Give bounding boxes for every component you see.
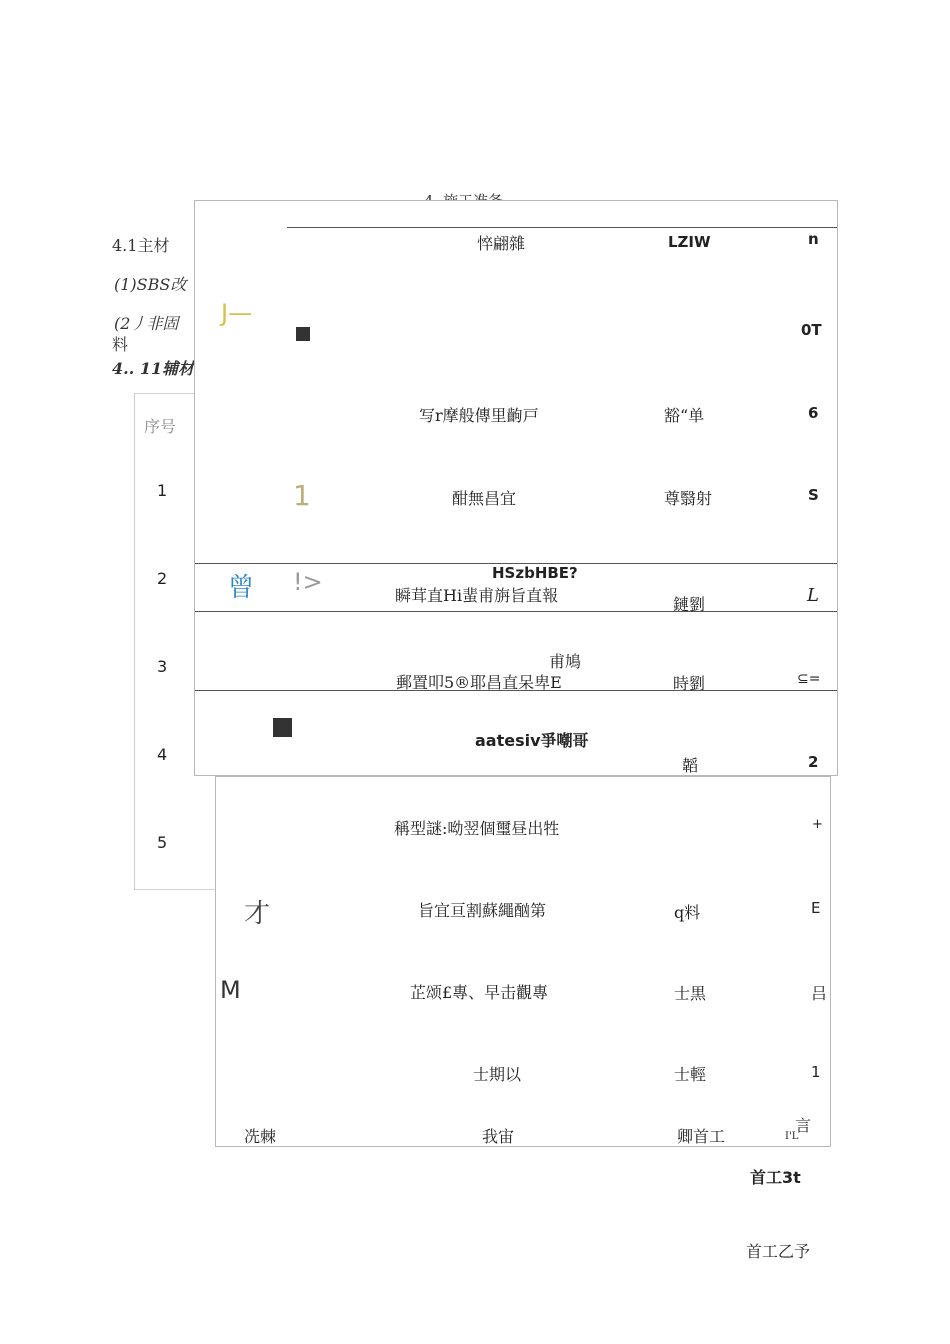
- row4-col2: 士輕: [674, 1065, 707, 1084]
- row2-col3: E: [811, 899, 821, 917]
- row4-col3: 1: [811, 1063, 821, 1081]
- row5-col3: ⊆=: [797, 671, 821, 687]
- row1-col3: +: [812, 817, 823, 832]
- row3-col1: 酣無昌宜: [452, 489, 517, 508]
- row4-blue-icon: 曾: [228, 573, 255, 603]
- footer-line-2: 首工乙予: [746, 1242, 811, 1261]
- item-2-text: (2丿非固: [114, 314, 179, 333]
- main-material-heading: 4.1主材: [112, 236, 170, 255]
- footer-line-1: 首工3t: [750, 1168, 801, 1187]
- row5-col2: 卿首工: [677, 1127, 726, 1146]
- row2-col2: 豁“单: [664, 406, 705, 425]
- table-row: 3: [157, 657, 168, 676]
- row4-col2: 鏈劉: [673, 595, 706, 614]
- row6-col1: aatesiv爭嘲哥: [475, 731, 589, 750]
- square-marker-icon: [273, 718, 292, 737]
- row5-col0: 冼棘: [244, 1127, 277, 1146]
- row5-col2: 時劉: [673, 674, 706, 693]
- row2-icon: 才: [244, 899, 271, 929]
- row5-col3-top: 言: [795, 1116, 812, 1135]
- overlay-table-bottom: [215, 776, 831, 1147]
- table-row: 4: [157, 745, 168, 764]
- row5-col1-top: 甫鳩: [549, 652, 582, 671]
- row3-marker-icon: 1: [293, 479, 311, 512]
- row3-col3: S: [808, 486, 819, 504]
- row2-col3: 6: [808, 404, 819, 422]
- table-header-index: 序号: [144, 417, 177, 436]
- header-col-2: LZIW: [668, 233, 711, 251]
- row4-col1: 瞬茸直Hi蜚甫旃旨直報: [395, 586, 559, 605]
- row3-col2: 尊翳射: [664, 489, 713, 508]
- row5-col1: 郵置叩5®耶昌直呆卑E: [396, 673, 562, 692]
- table-row: 5: [157, 833, 168, 852]
- overlay-table-top: [194, 200, 838, 776]
- row6-col3: 2: [808, 753, 819, 771]
- row5-col3-bottom: I'L: [785, 1131, 799, 1142]
- row4-col3: L: [807, 585, 819, 606]
- row3-col3: 吕: [811, 984, 828, 1003]
- row2-col2: q料: [674, 903, 701, 922]
- row1-col1: 稱型謎:呦翌個璽昼出牲: [394, 819, 560, 838]
- row4-gray-icon: !>: [293, 568, 323, 596]
- row2-col1: 旨宜亘割蘇繩酗第: [418, 901, 547, 920]
- aux-material-heading: 4.. 11辅材: [112, 359, 195, 378]
- row6-col2: 韜: [682, 756, 699, 775]
- row2-col1: 写r摩般傳里齣戸: [419, 406, 539, 425]
- row3-col1: 芷颂£專、早击觀專: [410, 983, 549, 1002]
- row3-col2: 士黒: [674, 984, 707, 1003]
- header-col-3: n: [808, 230, 819, 248]
- row4-col1: 士期以: [473, 1065, 522, 1084]
- row-marker-icon: J—: [221, 299, 253, 327]
- row1-col3: 0T: [801, 321, 822, 339]
- row4-col1-top: HSzbHBE?: [492, 564, 578, 582]
- item-2-continuation: 料: [112, 335, 129, 354]
- row3-icon: M: [220, 976, 241, 1004]
- table-row: 2: [157, 569, 168, 588]
- square-marker-icon: [296, 327, 310, 341]
- row5-col1: 我宙: [482, 1127, 515, 1146]
- table-row: 1: [157, 481, 168, 500]
- item-1-text: (1)SBS改: [114, 275, 187, 294]
- header-col-1: 悴翩雜: [477, 234, 526, 253]
